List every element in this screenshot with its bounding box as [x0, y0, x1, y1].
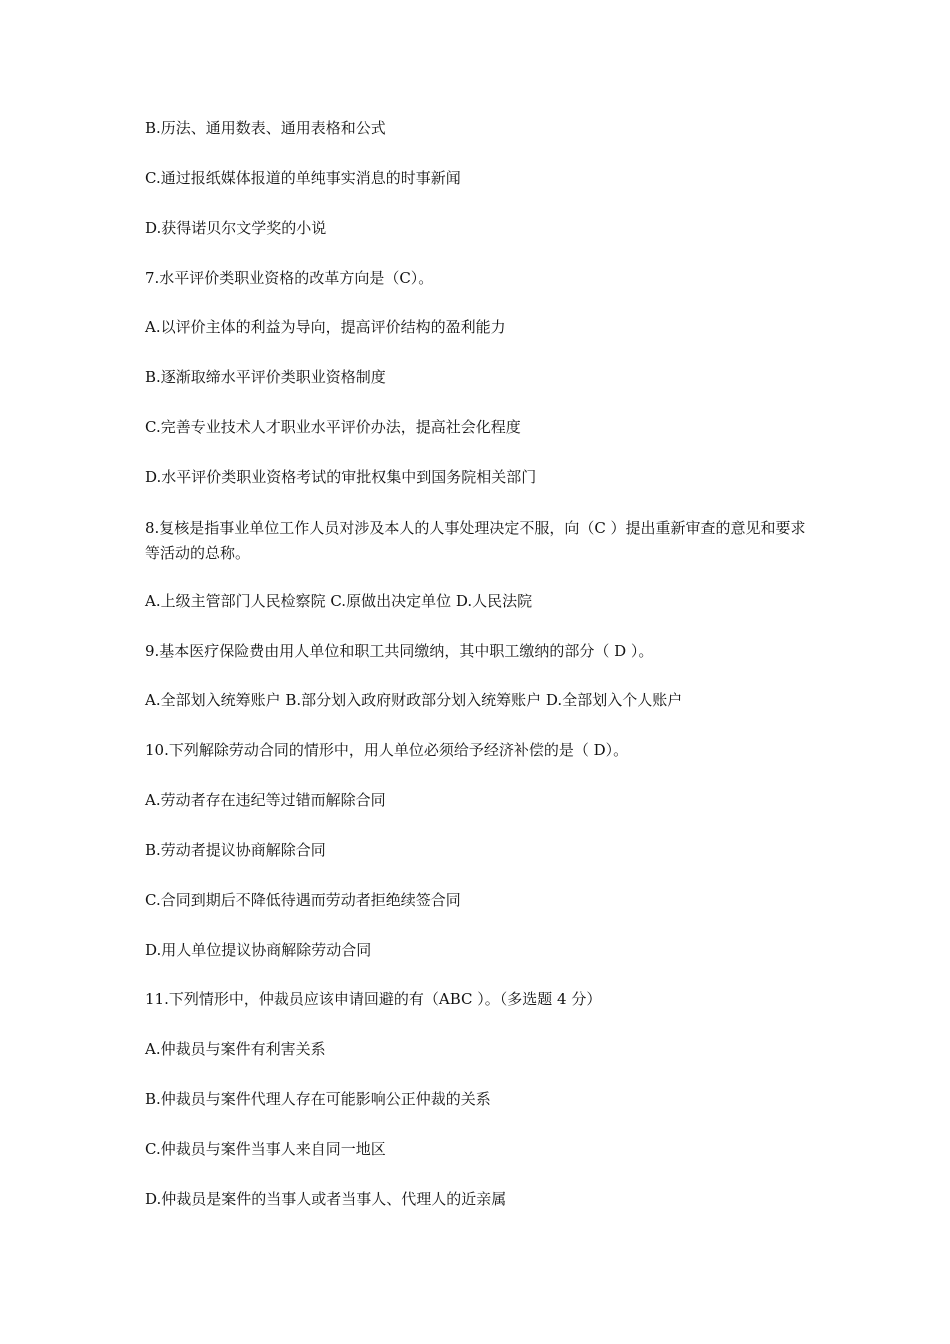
question-9: 9.基本医疗保险费由用人单位和职工共同缴纳，其中职工缴纳的部分（ D ）。 [145, 642, 654, 660]
option-b-q7: B.逐渐取缔水平评价类职业资格制度 [145, 368, 386, 386]
option-b-q6: B.历法、通用数表、通用表格和公式 [145, 119, 386, 137]
option-a-q11: A.仲裁员与案件有利害关系 [145, 1040, 326, 1058]
options-q9: A.全部划入统筹账户 B.部分划入政府财政部分划入统筹账户 D.全部划入个人账户 [145, 691, 683, 709]
option-d-q7: D.水平评价类职业资格考试的审批权集中到国务院相关部门 [145, 468, 537, 486]
option-d-q10: D.用人单位提议协商解除劳动合同 [145, 941, 372, 959]
option-d-q6: D.获得诺贝尔文学奖的小说 [145, 219, 327, 237]
question-10: 10.下列解除劳动合同的情形中，用人单位必须给予经济补偿的是（ D）。 [145, 741, 629, 759]
question-8: 8.复核是指事业单位工作人员对涉及本人的人事处理决定不服，向（C ）提出重新审查的意见和要求等活动的总称。 [145, 519, 806, 562]
option-c-q7: C.完善专业技术人才职业水平评价办法，提高社会化程度 [145, 418, 521, 436]
option-c-q10: C.合同到期后不降低待遇而劳动者拒绝续签合同 [145, 891, 461, 909]
option-d-q11: D.仲裁员是案件的当事人或者当事人、代理人的近亲属 [145, 1190, 507, 1208]
option-a-q7: A.以评价主体的利益为导向，提高评价结构的盈利能力 [145, 318, 506, 336]
option-a-q10: A.劳动者存在违纪等过错而解除合同 [145, 791, 386, 809]
question-11: 11.下列情形中，仲裁员应该申请回避的有（ABC ）。（多选题 4 分） [145, 990, 602, 1008]
options-q8: A.上级主管部门人民检察院 C.原做出决定单位 D.人民法院 [145, 592, 533, 610]
option-c-q11: C.仲裁员与案件当事人来自同一地区 [145, 1140, 386, 1158]
question-7: 7.水平评价类职业资格的改革方向是（C）。 [145, 269, 434, 287]
option-c-q6: C.通过报纸媒体报道的单纯事实消息的时事新闻 [145, 169, 461, 187]
option-b-q11: B.仲裁员与案件代理人存在可能影响公正仲裁的关系 [145, 1090, 491, 1108]
option-b-q10: B.劳动者提议协商解除合同 [145, 841, 326, 859]
